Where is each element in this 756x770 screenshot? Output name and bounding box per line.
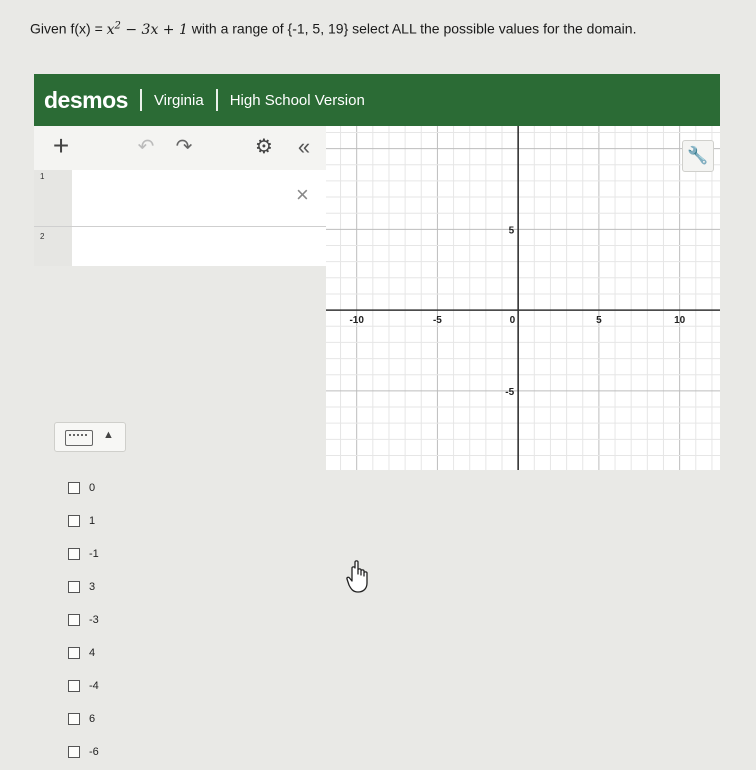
add-item-icon[interactable]: + xyxy=(52,130,70,161)
option-label: -1 xyxy=(89,548,99,560)
expression-row-1[interactable] xyxy=(34,170,326,227)
option-3[interactable] xyxy=(68,577,95,597)
function-rest: − 3x + 1 xyxy=(125,21,188,38)
option-label: 4 xyxy=(89,647,96,659)
question-instruction: select ALL the possible values for the domain. xyxy=(352,20,637,37)
option-neg1[interactable] xyxy=(68,544,99,564)
y-tick-label: -5 xyxy=(505,386,515,398)
option-6[interactable] xyxy=(68,709,95,729)
close-icon[interactable]: × xyxy=(296,182,309,207)
question-text xyxy=(30,16,730,40)
range-set: {-1, 5, 19} xyxy=(287,20,349,37)
option-neg6[interactable] xyxy=(68,742,99,762)
option-neg4[interactable] xyxy=(68,676,99,696)
function-exponent: 2 xyxy=(114,20,121,31)
x-tick-label: 10 xyxy=(674,315,686,327)
x-tick-label: 5 xyxy=(596,315,602,327)
checkbox[interactable] xyxy=(68,482,80,494)
checkbox[interactable] xyxy=(68,713,80,725)
redo-icon[interactable]: ↷ xyxy=(175,136,193,158)
header-separator xyxy=(140,89,142,111)
checkbox[interactable] xyxy=(68,746,80,758)
header-version: High School Version xyxy=(229,91,365,109)
y-tick-label: 5 xyxy=(508,225,515,237)
function-name: f(x) = xyxy=(70,20,103,37)
checkbox[interactable] xyxy=(68,515,80,527)
header-state: Virginia xyxy=(153,91,204,109)
option-label: 3 xyxy=(89,581,96,593)
graph-grid[interactable] xyxy=(326,126,720,470)
function-variable: x xyxy=(106,21,115,38)
checkbox[interactable] xyxy=(68,647,80,659)
gear-icon[interactable]: ⚙ xyxy=(255,136,273,158)
expression-index: 2 xyxy=(40,232,45,241)
collapse-list-icon[interactable]: « xyxy=(297,134,311,159)
option-neg3[interactable] xyxy=(68,610,99,630)
checkbox[interactable] xyxy=(68,581,80,593)
option-1[interactable] xyxy=(68,511,95,531)
expression-toolbar xyxy=(34,126,326,171)
expression-index: 1 xyxy=(40,172,45,181)
option-0[interactable] xyxy=(68,478,95,498)
option-label: 1 xyxy=(89,515,96,527)
desmos-calculator xyxy=(34,74,720,470)
undo-icon[interactable]: ↶ xyxy=(137,136,155,158)
x-tick-label: -5 xyxy=(432,315,442,327)
expression-row-2[interactable] xyxy=(34,227,326,267)
hand-pointer-icon xyxy=(345,560,373,594)
keypad-toggle-button[interactable] xyxy=(54,422,126,452)
option-label: -3 xyxy=(89,614,99,626)
checkbox[interactable] xyxy=(68,548,80,560)
desmos-logo: desmos xyxy=(44,86,128,113)
checkbox[interactable] xyxy=(68,614,80,626)
x-tick-label: 0 xyxy=(509,315,516,327)
option-label: 6 xyxy=(89,713,96,725)
graph-paper[interactable] xyxy=(326,126,720,470)
keyboard-icon xyxy=(65,430,93,446)
question-given: Given xyxy=(30,20,67,37)
expression-gutter xyxy=(34,170,72,226)
desmos-header xyxy=(34,74,720,126)
expression-list xyxy=(34,170,326,266)
checkbox[interactable] xyxy=(68,680,80,692)
header-separator xyxy=(216,89,218,111)
wrench-icon[interactable]: 🔧 xyxy=(682,140,714,172)
caret-up-icon: ▲ xyxy=(103,429,114,441)
x-tick-label: -10 xyxy=(349,315,364,327)
option-label: -4 xyxy=(89,680,99,692)
question-range-intro: with a range of xyxy=(191,20,284,37)
option-label: -6 xyxy=(89,746,99,758)
option-label: 0 xyxy=(89,482,96,494)
expression-gutter xyxy=(34,227,72,266)
function-expression xyxy=(107,22,188,38)
option-4[interactable] xyxy=(68,643,95,663)
